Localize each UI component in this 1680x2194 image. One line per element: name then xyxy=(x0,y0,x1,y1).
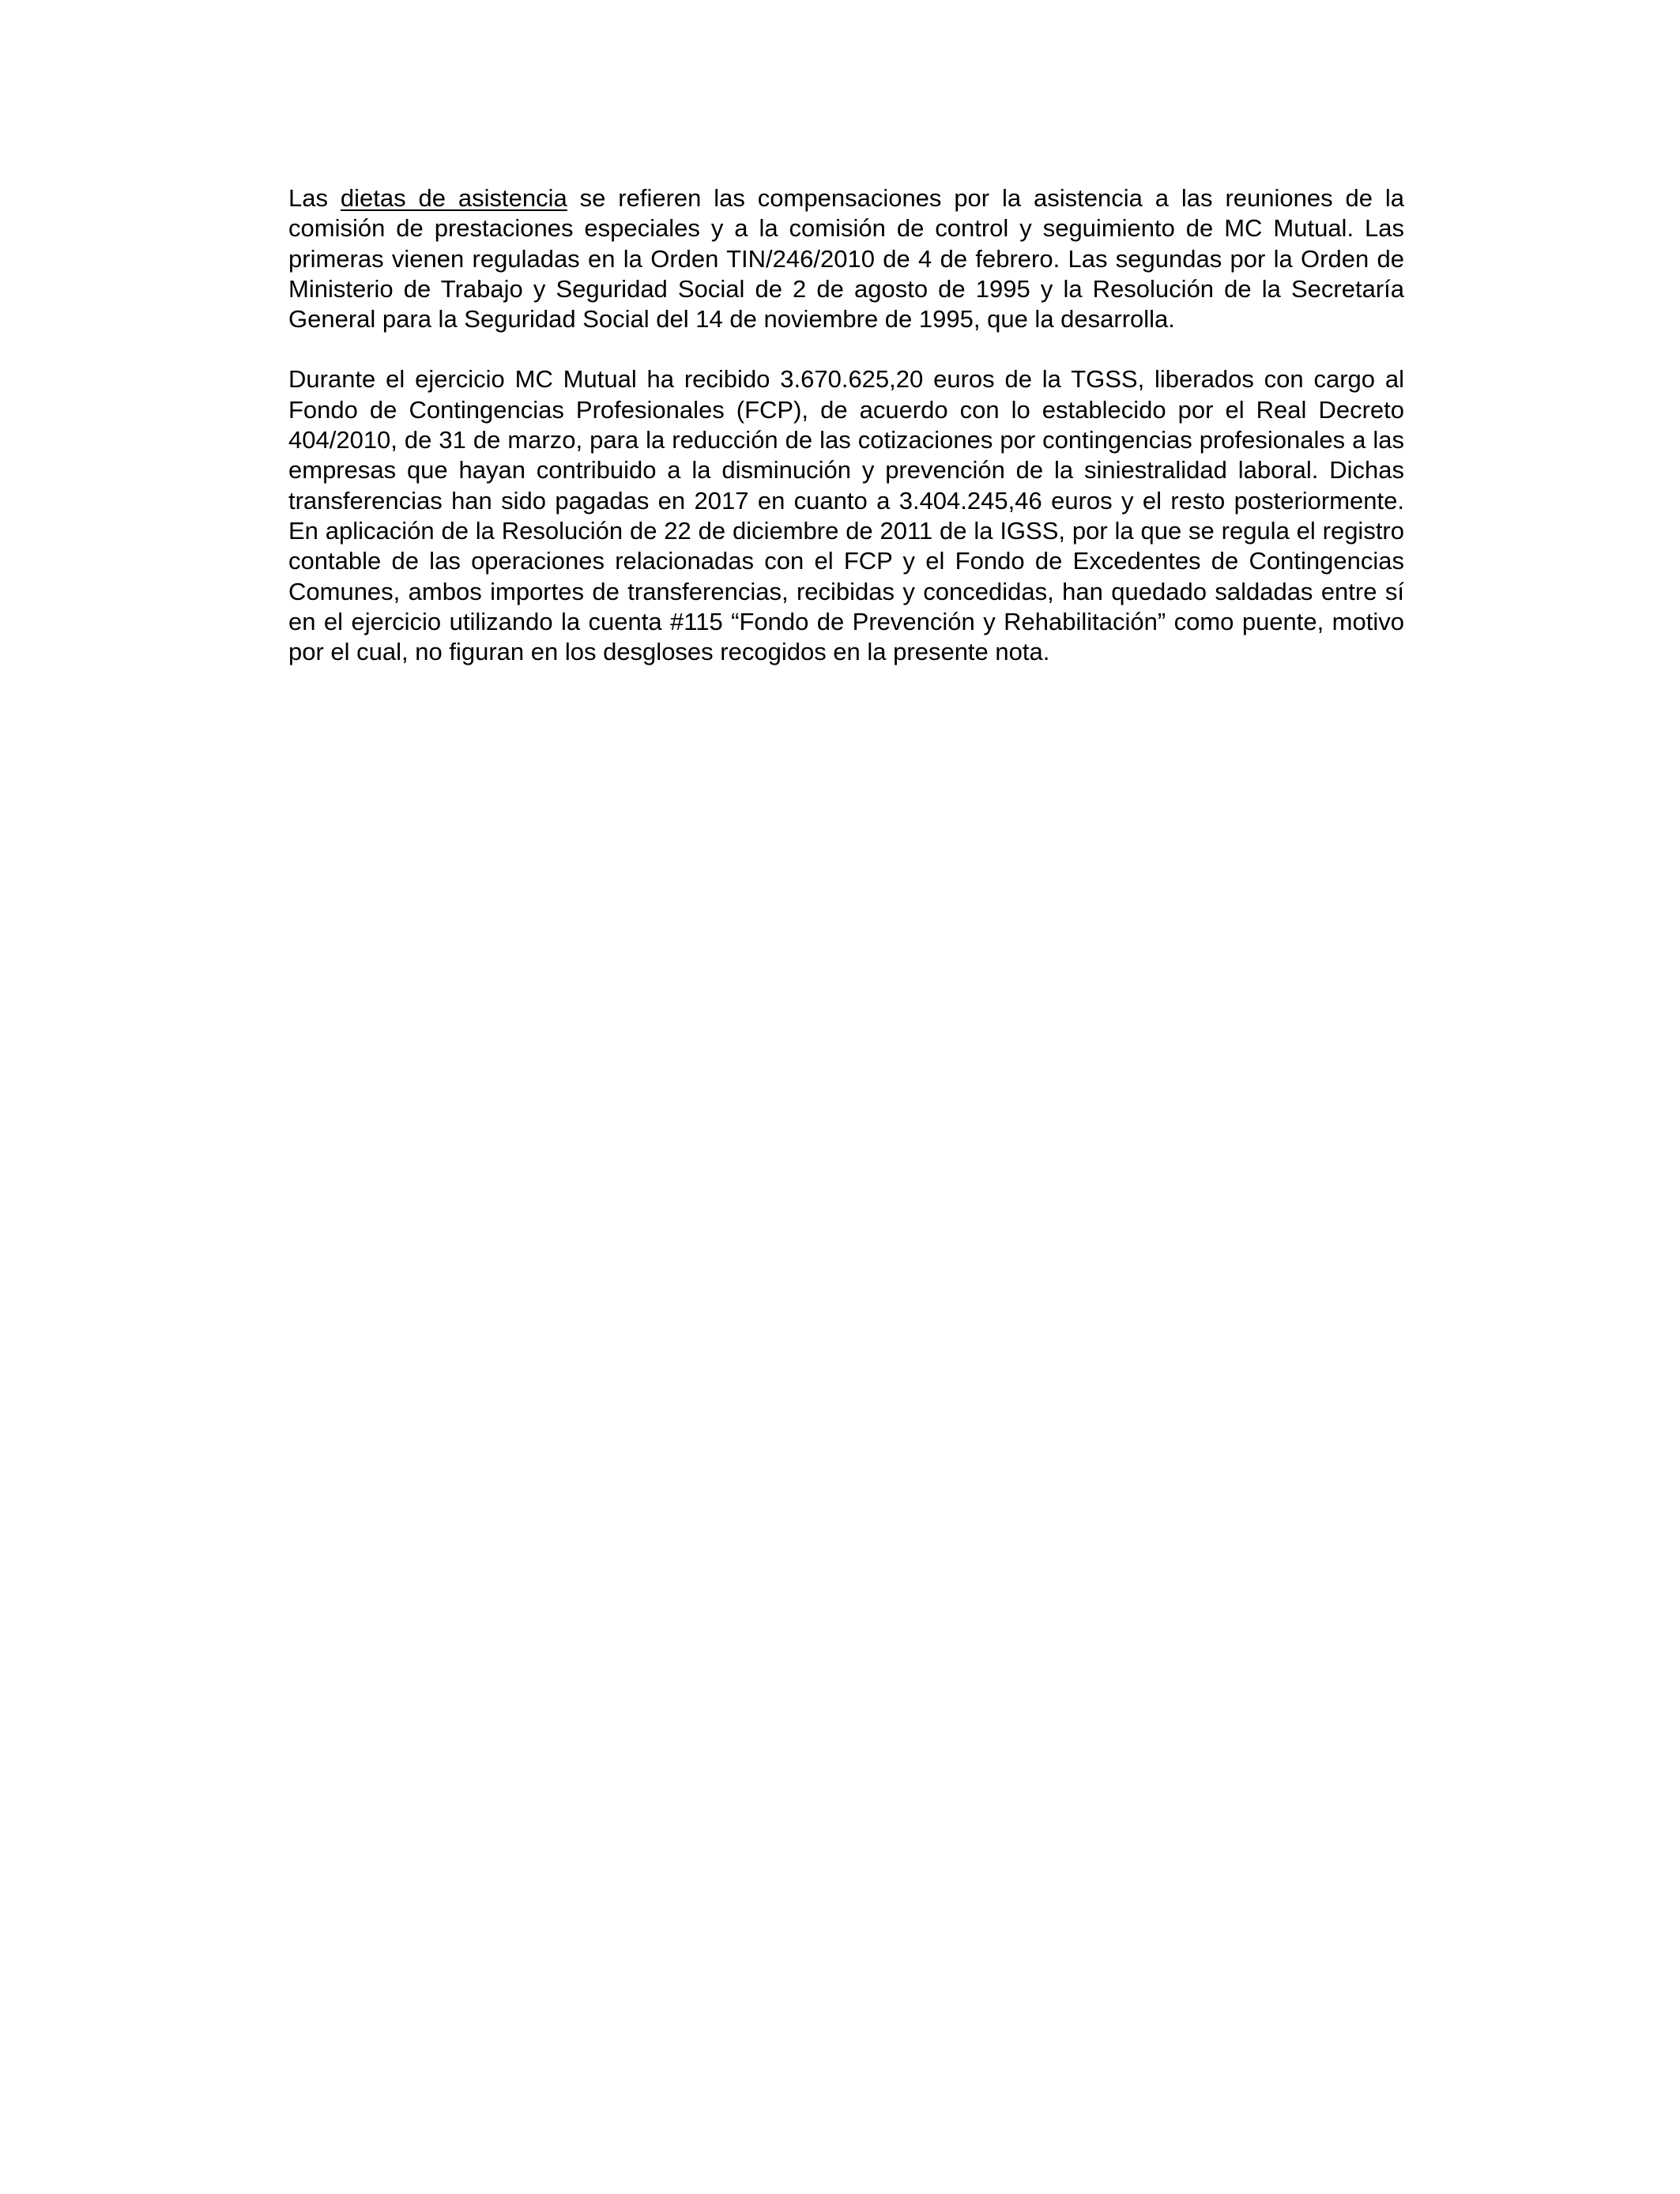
underlined-term: dietas de asistencia xyxy=(340,184,567,212)
paragraph-transferencias: Durante el ejercicio MC Mutual ha recibido 3.670.625,20 euros de la TGSS, liberados con cargo al Fondo de Contingencias Profesionales (FCP), de acuerdo con lo establecido por el Real Decreto 404/2010, de 31 de marzo, para la reducción de las cotizaciones por contingencias profesionales a las empresas que hayan contribuido a la disminución y prevención de la siniestralidad laboral. Dichas transferencias han sido pagadas en 2017 en cuanto a 3.404.245,46 euros y el resto posteriormente. En aplicación de la Resolución de 22 de diciembre de 2011 de la IGSS, por la que se regula el registro contable de las operaciones relacionadas con el FCP y el Fondo de Excedentes de Contingencias Comunes, ambos importes de transferencias, recibidas y concedidas, han quedado saldadas entre sí en el ejercicio utilizando la cuenta #115 “Fondo de Prevención y Rehabilitación” como puente, motivo por el cual, no figuran en los desgloses recogidos en la presente nota. xyxy=(288,365,1404,666)
paragraph-dietas-lead: Las xyxy=(288,184,341,212)
document-body xyxy=(288,183,1404,697)
paragraph-dietas-body: se refieren las compensaciones por la asistencia a las reuniones de la comisión de prestaciones especiales y a la comisión de control y seguimiento de MC Mutual. Las primeras vienen reguladas en la Orden TIN/246/2010 de 4 de febrero. Las segundas por la Orden de Ministerio de Trabajo y Seguridad Social de 2 de agosto de 1995 y la Resolución de la Secretaría General para la Seguridad Social del 14 de noviembre de 1995, que la desarrolla. xyxy=(288,184,1404,334)
paragraph-dietas xyxy=(288,183,1404,334)
